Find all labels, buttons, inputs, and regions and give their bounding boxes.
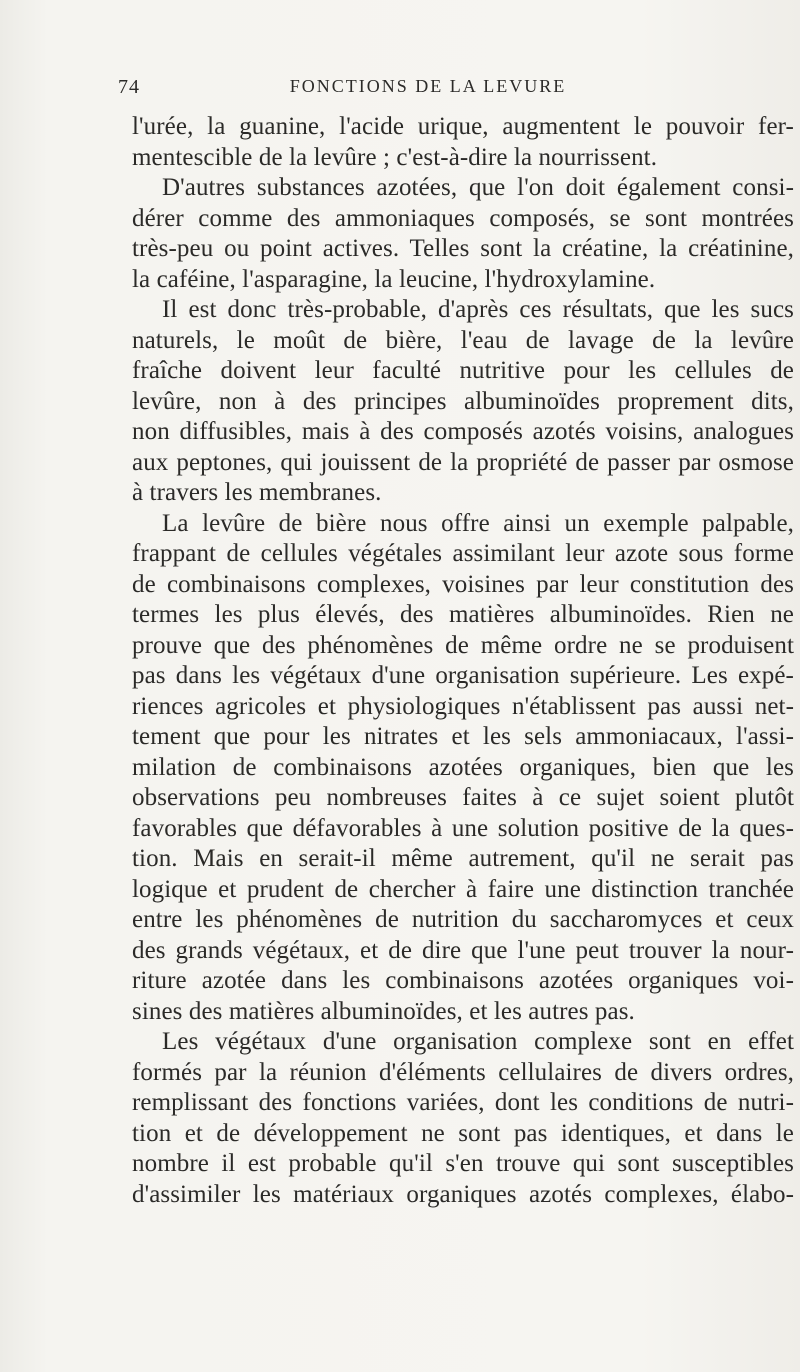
body-text (132, 112, 794, 1210)
text-line: nombre il est probable qu'il s'en trouve qui sont susceptibles (132, 1150, 794, 1177)
text-line: riences agricoles et physiologiques n'établissent pas aussi net- (132, 692, 794, 720)
page-number: 74 (118, 76, 140, 98)
text-line: dérer comme des ammoniaques composés, se sont montrées (132, 204, 794, 232)
text-line: prouve que des phénomènes de même ordre ne se produisent (132, 631, 794, 659)
text-line: tion et de développement ne sont pas identiques, et dans le (132, 1119, 794, 1147)
text-line: naturels, le moût de bière, l'eau de lavage de la levûre (132, 326, 794, 354)
text-line: Les végétaux d'une organisation complexe sont en effet (162, 1028, 794, 1055)
text-line: fraîche doivent leur faculté nutritive pour les cellules de (132, 357, 794, 384)
text-line: tement que pour les nitrates et les sels ammoniacaux, l'assi- (132, 723, 794, 750)
text-line: très-peu ou point actives. Telles sont la créatine, la créatinine, (132, 235, 794, 262)
text-line: mentescible de la levûre ; c'est-à-dire la nourrissent. (132, 143, 658, 171)
text-line: à travers les membranes. (132, 479, 382, 506)
text-line: favorables que défavorables à une solution positive de la ques- (132, 814, 794, 842)
text-line: frappant de cellules végétales assimilant leur azote sous forme (132, 540, 794, 567)
text-line: logique et prudent de chercher à faire une distinction tranchée (132, 875, 794, 903)
text-line: sines des matières albuminoïdes, et les autres pas. (132, 997, 635, 1025)
text-line: de combinaisons complexes, voisines par leur constitution des (132, 570, 794, 598)
text-line: termes les plus élevés, des matières albuminoïdes. Rien ne (132, 601, 794, 628)
text-line: tion. Mais en serait-il même autrement, qu'il ne serait pas (132, 845, 794, 872)
text-line: riture azotée dans les combinaisons azotées organiques voi- (132, 967, 794, 994)
text-line: levûre, non à des principes albuminoïdes proprement dits, (132, 387, 794, 415)
text-line: D'autres substances azotées, que l'on doit également consi- (162, 174, 794, 201)
text-line: la caféine, l'asparagine, la leucine, l'hydroxylamine. (132, 265, 656, 293)
page-header (118, 76, 738, 106)
running-title: FONCTIONS DE LA LEVURE (289, 76, 567, 96)
text-line: formés par la réunion d'éléments cellulaires de divers ordres, (132, 1058, 794, 1086)
text-line: Il est donc très-probable, d'après ces résultats, que les sucs (162, 296, 794, 323)
text-line: des grands végétaux, et de dire que l'une peut trouver la nour- (132, 936, 794, 964)
text-line: non diffusibles, mais à des composés azotés voisins, analogues (132, 418, 794, 445)
text-line: milation de combinaisons azotées organiques, bien que les (132, 753, 794, 781)
text-line: aux peptones, qui jouissent de la propriété de passer par osmose (132, 448, 794, 476)
text-line: La levûre de bière nous offre ainsi un exemple palpable, (162, 509, 794, 537)
text-line: d'assimiler les matériaux organiques azotés complexes, élabo- (132, 1180, 794, 1208)
text-line: l'urée, la guanine, l'acide urique, augmentent le pouvoir fer- (132, 113, 794, 140)
text-line: remplissant des fonctions variées, dont les conditions de nutri- (132, 1089, 794, 1116)
text-line: observations peu nombreuses faites à ce sujet soient plutôt (132, 784, 794, 811)
text-line: pas dans les végétaux d'une organisation supérieure. Les expé- (132, 662, 794, 689)
text-line: entre les phénomènes de nutrition du saccharomyces et ceux (132, 906, 794, 933)
